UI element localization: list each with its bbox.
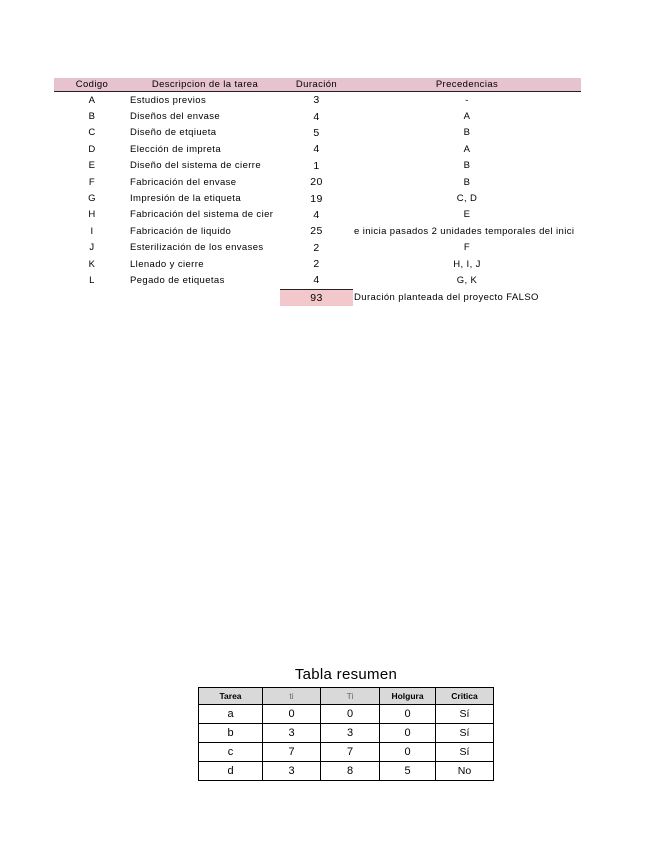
task-duration: 1	[313, 159, 320, 172]
task-row	[54, 125, 581, 141]
task-precedences: E	[463, 209, 471, 221]
summary-row	[199, 762, 494, 781]
task-description: Esterilización de los envases	[130, 242, 264, 254]
task-description: Fabricación de liquido	[130, 225, 232, 237]
summary-ti: 3	[263, 724, 321, 743]
task-description: Fabricación del sistema de cier	[130, 209, 274, 221]
summary-header-tarea: Tarea	[199, 688, 263, 705]
summary-holgura: 0	[380, 743, 436, 762]
summary-critica: Sí	[436, 743, 494, 762]
summary-header-holgura: Holgura	[380, 688, 436, 705]
header-precedences: Precedencias	[353, 78, 581, 92]
task-row	[54, 108, 581, 124]
task-code: J	[89, 242, 95, 254]
summary-Ti: 7	[321, 743, 380, 762]
task-row	[54, 92, 581, 109]
task-row	[54, 141, 581, 157]
task-row	[54, 256, 581, 272]
summary-title: Tabla resumen	[294, 666, 398, 683]
task-row	[54, 190, 581, 206]
summary-row	[199, 724, 494, 743]
task-precedences: A	[463, 111, 471, 123]
summary-Ti: 0	[321, 705, 380, 724]
summary-table	[198, 687, 494, 781]
task-precedences: B	[463, 176, 471, 188]
task-code: B	[88, 111, 96, 123]
header-duration: Duración	[280, 78, 353, 92]
task-duration: 2	[313, 258, 320, 271]
task-description: Llenado y cierre	[130, 258, 204, 270]
task-row	[54, 272, 581, 289]
task-precedences: H, I, J	[453, 258, 481, 270]
task-precedences: B	[463, 127, 471, 139]
total-duration: 93	[280, 289, 353, 306]
task-description: Fabricación del envase	[130, 176, 237, 188]
task-duration: 3	[313, 94, 320, 107]
task-table	[54, 78, 581, 306]
task-precedences: B	[463, 160, 471, 172]
summary-holgura: 0	[380, 705, 436, 724]
task-row	[54, 240, 581, 256]
empty-cell	[130, 289, 280, 306]
task-row	[54, 207, 581, 223]
total-duration-note: Duración planteada del proyecto FALSO	[354, 291, 539, 303]
task-code: D	[88, 143, 96, 155]
task-description: Elección de impreta	[130, 143, 222, 155]
summary-task: d	[199, 762, 263, 781]
task-row	[54, 174, 581, 190]
summary-header-Ti: Ti	[321, 688, 380, 705]
task-precedences: e inicia pasados 2 unidades temporales del inici	[354, 225, 575, 237]
summary-Ti: 3	[321, 724, 380, 743]
summary-task: b	[199, 724, 263, 743]
task-code: E	[88, 160, 96, 172]
task-duration: 4	[313, 110, 320, 123]
summary-Ti: 8	[321, 762, 380, 781]
task-description: Impresión de la etiqueta	[130, 193, 241, 205]
summary-critica: No	[436, 762, 494, 781]
task-description: Pegado de etiquetas	[130, 275, 225, 287]
task-description: Estudios previos	[130, 94, 207, 106]
summary-task: c	[199, 743, 263, 762]
summary-header-critica: Critica	[436, 688, 494, 705]
task-duration: 25	[310, 225, 323, 238]
task-precedences: G, K	[456, 275, 478, 287]
summary-task: a	[199, 705, 263, 724]
task-table-header-row	[54, 78, 581, 92]
task-code: C	[88, 127, 96, 139]
task-precedences: A	[463, 143, 471, 155]
task-duration: 19	[310, 192, 323, 205]
task-duration: 4	[313, 143, 320, 156]
task-precedences: F	[463, 242, 471, 254]
task-precedences: C, D	[456, 193, 478, 205]
task-duration: 2	[313, 241, 320, 254]
task-duration: 20	[310, 176, 323, 189]
task-code: L	[89, 275, 95, 287]
summary-critica: Sí	[436, 724, 494, 743]
task-description: Diseño de etqiueta	[130, 127, 217, 139]
header-code: Codigo	[54, 78, 130, 92]
task-duration: 4	[313, 274, 320, 287]
summary-header-ti: ti	[263, 688, 321, 705]
header-description: Descripcion de la tarea	[130, 78, 280, 92]
task-duration: 4	[313, 208, 320, 221]
task-description: Diseño del sistema de cierre	[130, 160, 262, 172]
task-row	[54, 223, 581, 239]
summary-holgura: 0	[380, 724, 436, 743]
summary-header-row	[199, 688, 494, 705]
summary-row	[199, 705, 494, 724]
task-duration: 5	[313, 126, 320, 139]
task-code: G	[88, 193, 96, 205]
summary-ti: 0	[263, 705, 321, 724]
summary-critica: Sí	[436, 705, 494, 724]
total-row	[54, 289, 581, 306]
summary-ti: 3	[263, 762, 321, 781]
task-code: H	[88, 209, 96, 221]
task-code: F	[88, 176, 96, 188]
task-precedences: -	[465, 94, 469, 106]
summary-ti: 7	[263, 743, 321, 762]
task-row	[54, 158, 581, 174]
task-code: K	[88, 258, 96, 270]
empty-cell	[54, 289, 130, 306]
task-description: Diseños del envase	[130, 111, 221, 123]
summary-holgura: 5	[380, 762, 436, 781]
task-code: I	[90, 225, 94, 237]
summary-row	[199, 743, 494, 762]
task-code: A	[88, 94, 96, 106]
